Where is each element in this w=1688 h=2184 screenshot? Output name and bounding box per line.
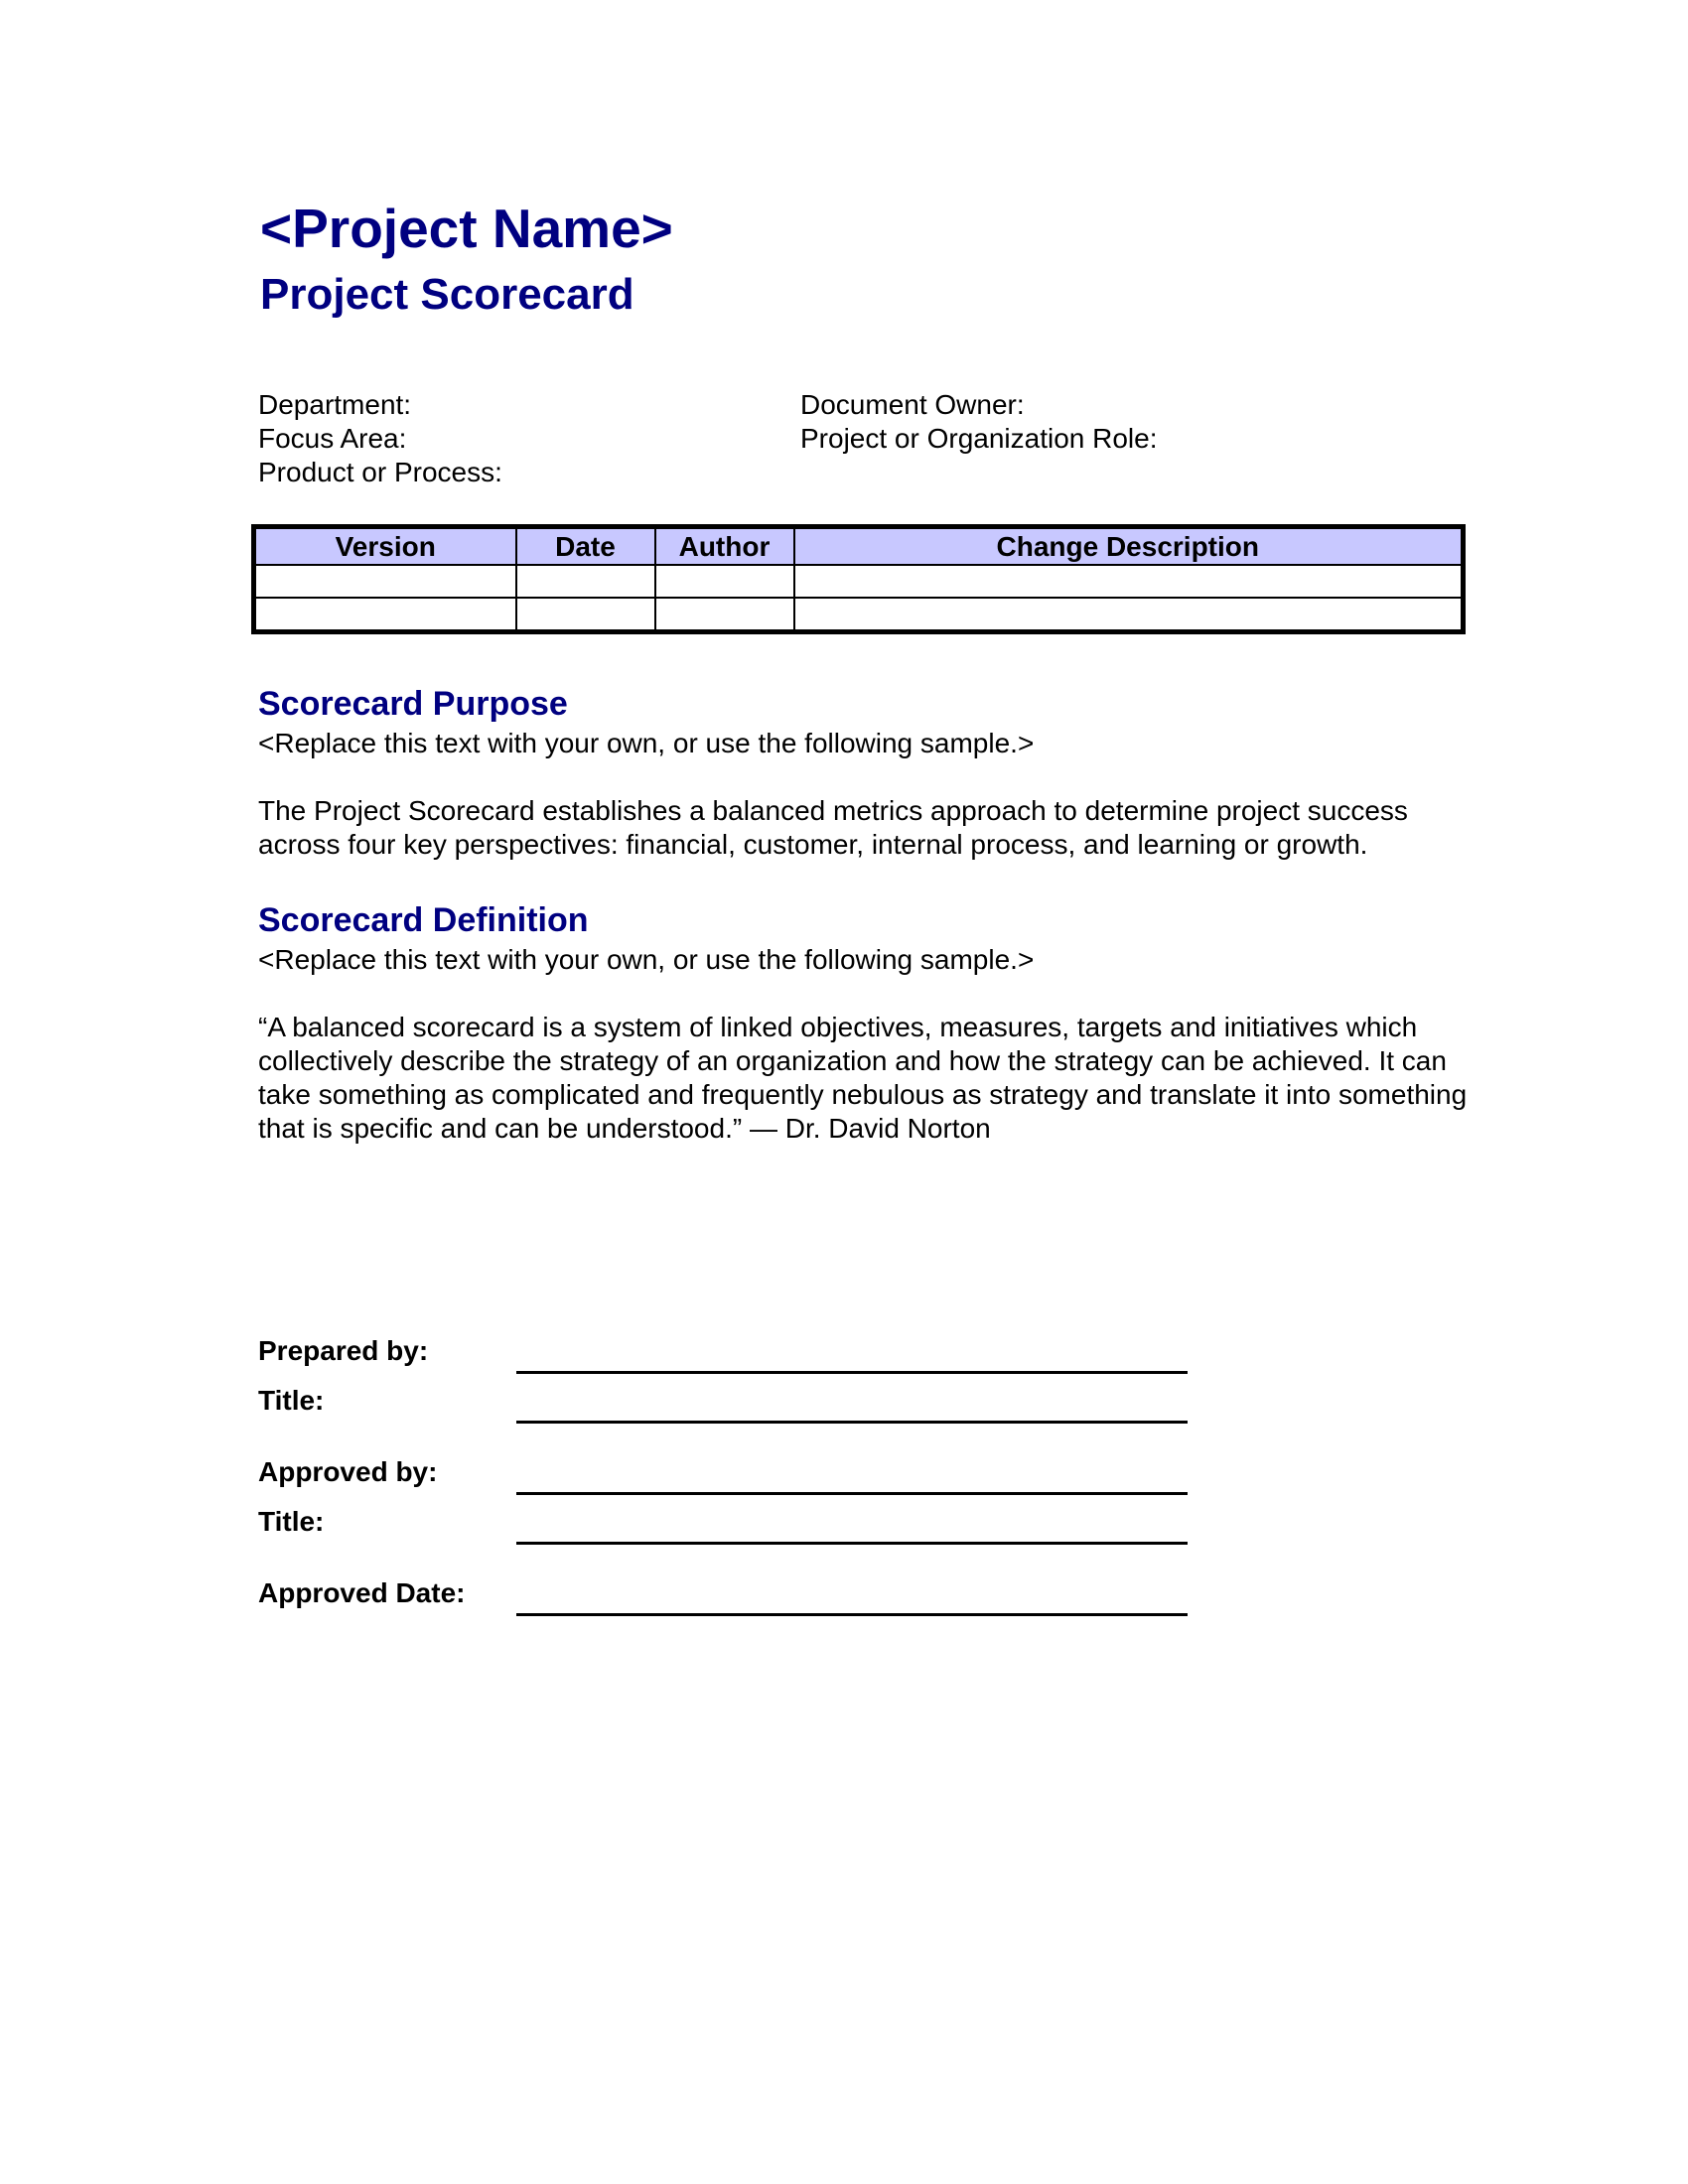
definition-instruction: <Replace this text with your own, or use the following sample.>	[258, 944, 1035, 975]
document-owner-label: Document Owner:	[800, 389, 1025, 420]
product-process-label: Product or Process:	[258, 457, 502, 487]
prepared-by-label: Prepared by:	[258, 1335, 429, 1366]
table-row	[254, 565, 1464, 598]
definition-body: “A balanced scorecard is a system of linked objectives, measures, targets and initiatives which collectively describe the strategy of an organization and how the strategy can be achieved. It can take something as complicated and frequently nebulous as strategy and translate it into something that is specific and can be understood.” — Dr. David Norton	[258, 1012, 1468, 1144]
document-subtitle: Project Scorecard	[260, 270, 634, 319]
date-cell[interactable]	[516, 598, 655, 632]
prepared-by-signature-line[interactable]	[516, 1371, 1188, 1374]
prepared-title-line[interactable]	[516, 1421, 1188, 1424]
meta-left-block	[258, 388, 502, 489]
purpose-body: The Project Scorecard establishes a balanced metrics approach to determine project success across four key perspectives: financial, customer, internal process, and learning or growth.	[258, 795, 1408, 860]
version-cell[interactable]	[254, 565, 516, 598]
change-description-cell[interactable]	[794, 565, 1464, 598]
revision-table-header	[254, 527, 1464, 566]
prepared-title-row	[258, 1385, 1251, 1425]
prepared-by-row	[258, 1335, 1251, 1375]
author-cell[interactable]	[655, 565, 794, 598]
author-cell[interactable]	[655, 598, 794, 632]
focus-area-label: Focus Area:	[258, 423, 407, 454]
approved-title-label: Title:	[258, 1506, 325, 1537]
approved-by-signature-line[interactable]	[516, 1492, 1188, 1495]
change-description-cell[interactable]	[794, 598, 1464, 632]
version-column-header: Version	[254, 527, 516, 566]
approved-date-row	[258, 1577, 1251, 1617]
purpose-heading: Scorecard Purpose	[258, 685, 568, 723]
purpose-instruction: <Replace this text with your own, or use the following sample.>	[258, 728, 1035, 758]
revision-history-table	[251, 524, 1466, 634]
change-description-column-header: Change Description	[794, 527, 1464, 566]
department-label: Department:	[258, 389, 412, 420]
definition-heading: Scorecard Definition	[258, 901, 589, 939]
prepared-title-label: Title:	[258, 1385, 325, 1416]
approved-date-label: Approved Date:	[258, 1577, 466, 1608]
approved-by-row	[258, 1456, 1251, 1496]
table-row	[254, 598, 1464, 632]
organization-role-label: Project or Organization Role:	[800, 423, 1158, 454]
project-name-title: <Project Name>	[260, 198, 673, 259]
date-cell[interactable]	[516, 565, 655, 598]
version-cell[interactable]	[254, 598, 516, 632]
author-column-header: Author	[655, 527, 794, 566]
approved-by-label: Approved by:	[258, 1456, 438, 1487]
approved-date-line[interactable]	[516, 1613, 1188, 1616]
approved-title-line[interactable]	[516, 1542, 1188, 1545]
meta-right-block	[800, 388, 1158, 456]
approved-title-row	[258, 1506, 1251, 1546]
date-column-header: Date	[516, 527, 655, 566]
